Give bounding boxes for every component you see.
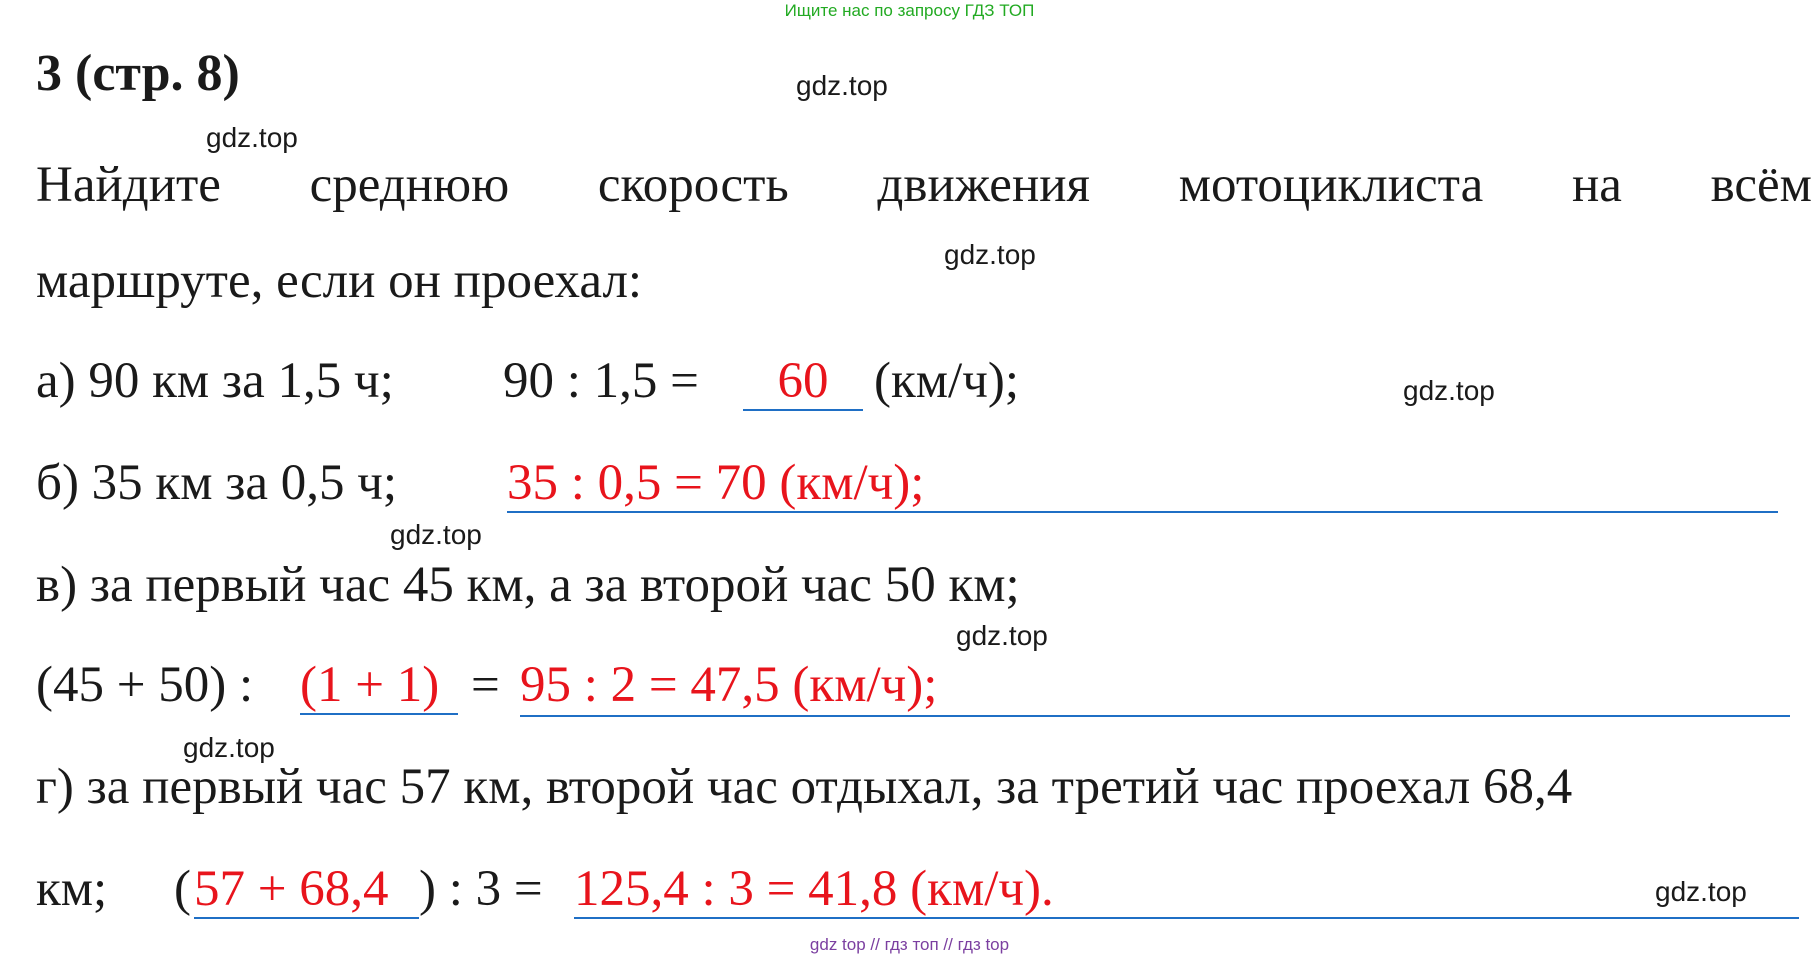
item-g-sum-underline bbox=[194, 917, 419, 919]
item-a-label: а) 90 км за 1,5 ч; bbox=[36, 353, 394, 409]
item-b-answer-underline bbox=[507, 511, 1778, 513]
exercise-title: 3 (стр. 8) bbox=[36, 45, 240, 102]
item-g-answer-underline bbox=[574, 917, 1799, 919]
item-v-equals: = bbox=[471, 657, 500, 713]
watermark: gdz.top bbox=[796, 70, 888, 101]
watermark: gdz.top bbox=[956, 620, 1048, 651]
task-word: Найдите bbox=[36, 157, 221, 213]
watermark: gdz.top bbox=[1655, 876, 1747, 907]
item-g-label: г) за первый час 57 км, второй час отдыхал, за третий час проехал 68,4 bbox=[36, 759, 1573, 815]
item-v-divisor-underline bbox=[300, 713, 458, 715]
item-a-answer-underline bbox=[743, 409, 863, 411]
item-g-open-paren: ( bbox=[174, 861, 191, 917]
item-v-answer-underline bbox=[520, 715, 1790, 717]
item-a-answer: 60 bbox=[777, 353, 829, 409]
item-g-sum: 57 + 68,4 bbox=[194, 861, 389, 917]
task-word: на bbox=[1571, 157, 1622, 213]
promo-banner[interactable]: Ищите нас по запросу ГДЗ ТОП bbox=[784, 1, 1035, 20]
item-b-answer: 35 : 0,5 = 70 (км/ч); bbox=[507, 455, 925, 511]
task-word: среднюю bbox=[309, 157, 510, 213]
item-g-answer: 125,4 : 3 = 41,8 (км/ч). bbox=[574, 861, 1054, 917]
item-v-expression: (45 + 50) : bbox=[36, 657, 254, 713]
item-v-answer: 95 : 2 = 47,5 (км/ч); bbox=[520, 657, 938, 713]
watermark: gdz.top bbox=[1403, 375, 1495, 406]
watermark: gdz.top bbox=[390, 519, 482, 550]
task-word: скорость bbox=[597, 157, 789, 213]
watermark: gdz.top bbox=[206, 122, 298, 153]
item-a-expression: 90 : 1,5 = bbox=[503, 353, 699, 409]
item-a-unit: (км/ч); bbox=[874, 353, 1020, 409]
task-line-1 bbox=[36, 156, 1812, 214]
task-word: движения bbox=[877, 157, 1090, 213]
task-word: мотоциклиста bbox=[1178, 157, 1484, 213]
watermark: gdz.top bbox=[183, 732, 275, 763]
item-v-divisor: (1 + 1) bbox=[300, 657, 440, 713]
item-g-expression: ) : 3 = bbox=[419, 861, 543, 917]
item-v-label: в) за первый час 45 км, а за второй час 50 км; bbox=[36, 557, 1020, 613]
task-line-2: маршруте, если он проехал: bbox=[36, 253, 643, 309]
task-word: всём bbox=[1710, 157, 1812, 213]
item-g-line2-start: км; bbox=[36, 861, 108, 917]
watermark: gdz.top bbox=[944, 239, 1036, 270]
item-b-label: б) 35 км за 0,5 ч; bbox=[36, 455, 398, 511]
footer-links[interactable]: gdz top // гдз топ // гдз top bbox=[809, 935, 1010, 954]
